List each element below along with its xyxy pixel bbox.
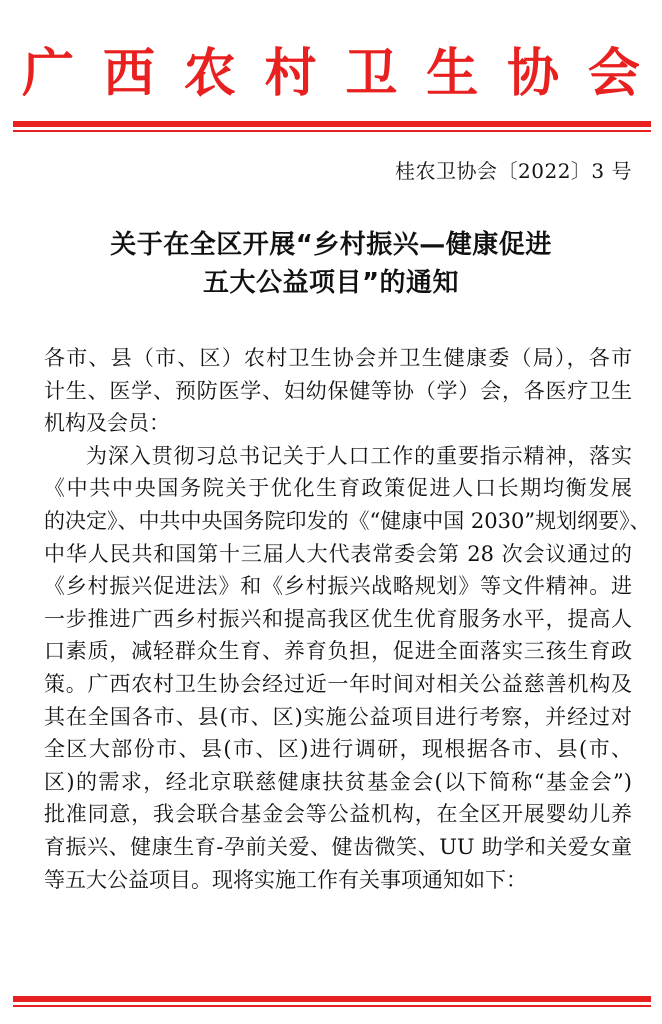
- paragraph-line: 等五大公益项目。现将实施工作有关事项通知如下：: [44, 867, 527, 892]
- organization-name-header: [22, 36, 640, 112]
- document-number: 桂农卫协会〔2022〕3 号: [395, 159, 632, 183]
- header-divider-thin: [13, 130, 651, 132]
- paragraph-line: 中华人民共和国第十三届人大代表常委会第 28 次会议通过的: [44, 541, 632, 566]
- paragraph-line: 的决定》、中共中央国务院印发的《“健康中国 2030”规划纲要》、: [44, 508, 651, 533]
- header-char: 卫: [345, 43, 398, 104]
- document-title-line: 五大公益项目”的通知: [202, 268, 460, 298]
- paragraph-line: 口素质，减轻群众生育、养育负担，促进全面落实三孩生育政: [44, 639, 632, 664]
- header-divider-thick: [13, 121, 651, 127]
- header-char: 农: [183, 43, 236, 104]
- paragraph-line: 批准同意，我会联合基金会等公益机构，在全区开展婴幼儿养: [44, 802, 632, 827]
- paragraph-line: 策。广西农村卫生协会经过近一年时间对相关公益慈善机构及: [44, 671, 632, 696]
- header-char: 会: [587, 43, 640, 104]
- salutation-line: 计生、医学、预防医学、妇幼保健等协（学）会，各医疗卫生: [44, 378, 632, 403]
- header-char: 广: [22, 43, 75, 104]
- paragraph-line: 《中共中央国务院关于优化生育政策促进人口长期均衡发展: [44, 476, 632, 501]
- paragraph-line: 其在全国各市、县(市、区)实施公益项目进行考察，并经过对: [44, 704, 632, 729]
- paragraph-line: 育振兴、健康生育-孕前关爱、健齿微笑、UU 助学和关爱女童: [44, 834, 632, 859]
- footer-divider-thick: [13, 996, 651, 1002]
- footer-divider-thin: [13, 1005, 651, 1007]
- document-title: [0, 226, 662, 302]
- salutation-line: 机构及会员：: [44, 411, 170, 436]
- header-char: 西: [102, 43, 155, 104]
- paragraph-line: 全区大部份市、县(市、区)进行调研，现根据各市、县(市、: [44, 737, 632, 762]
- salutation-line: 各市、县（市、区）农村卫生协会并卫生健康委（局），各市: [44, 346, 632, 370]
- header-char: 村: [264, 43, 317, 104]
- header-char: 协: [507, 43, 560, 104]
- document-body: [44, 342, 651, 896]
- paragraph-line: 为深入贯彻习总书记关于人口工作的重要指示精神，落实: [86, 443, 632, 468]
- document-title-line: 关于在全区开展“乡村振兴—健康促进: [110, 230, 552, 260]
- paragraph-line: 《乡村振兴促进法》和《乡村振兴战略规划》等文件精神。进: [44, 574, 632, 599]
- header-char: 生: [426, 43, 479, 104]
- paragraph-line: 一步推进广西乡村振兴和提高我区优生优育服务水平，提高人: [44, 606, 632, 631]
- paragraph-line: 区)的需求，经北京联慈健康扶贫基金会(以下简称“基金会”): [44, 769, 632, 794]
